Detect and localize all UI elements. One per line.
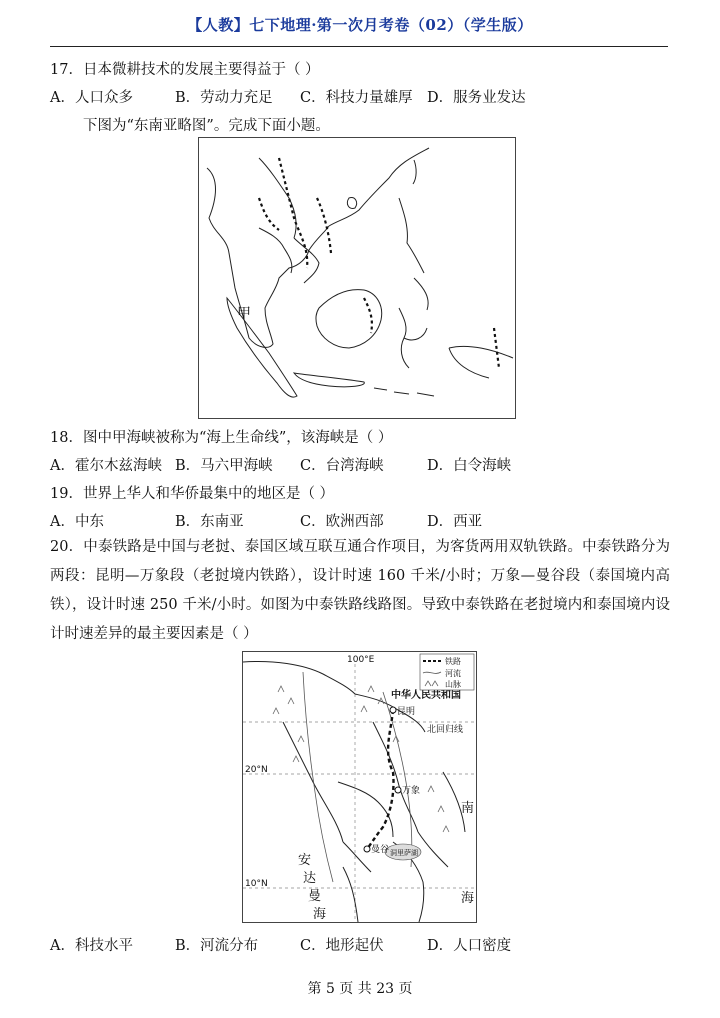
q20-option-d[interactable]: D．人口密度 [427,938,512,954]
q19-option-a[interactable]: A．中东 [50,514,104,530]
q17-stem: 17．日本微耕技术的发展主要得益于（ ） [50,62,320,78]
header-divider [50,46,668,47]
kunming-label: 昆明 [397,707,416,717]
longitude-label: 100°E [347,655,375,665]
q17-option-c[interactable]: C．科技力量雄厚 [300,90,413,106]
page-number: 第 5 页 共 23 页 [307,981,413,997]
latitude-20-label: 20°N [245,765,268,775]
south-china-sea-char-2: 海 [461,891,475,906]
q18-option-a[interactable]: A．霍尔木兹海峡 [50,458,162,474]
latitude-10-label: 10°N [245,879,268,889]
bangkok-label: 曼谷 [371,845,390,855]
q19-option-b[interactable]: B．东南亚 [175,514,244,530]
china-label: 中华人民共和国 [391,690,461,701]
map-legend [420,654,474,690]
q20-option-a[interactable]: A．科技水平 [50,938,133,954]
vientiane-label: 万象 [402,786,421,796]
q18-option-b[interactable]: B．马六甲海峡 [175,458,273,474]
map1-strait-label: 甲 [237,306,251,322]
page-header-title: 【人教】七下地理·第一次月考卷（02）（学生版） [187,16,533,34]
map1-intro: 下图为“东南亚略图”。完成下面小题。 [83,118,330,134]
q18-stem: 18．图中甲海峡被称为“海上生命线”，该海峡是（ ） [50,430,393,446]
railway-map-drawing [243,652,476,922]
china-thailand-railway-map [242,651,477,923]
tropic-of-cancer-label: 北回归线 [427,725,464,735]
south-china-sea-char-1: 南 [461,801,475,816]
legend-mountain-label: 山脉 [445,680,461,689]
q20-stem: 20．中泰铁路是中国与老挝、泰国区域互联互通合作项目，为客货两用双轨铁路。中泰铁路分为两段：昆明—万象段（老挝境内铁路），设计时速 160 千米/小时；万象—曼谷段（泰国境内高铁），设计时速 250 千米/小时。如图为中泰铁路线路图。导致中泰铁路在老挝境内和泰国境内设计时速差异的最主要因素是（ ） [50,539,670,642]
q19-option-c[interactable]: C．欧洲西部 [300,514,384,530]
legend-railway-label: 铁路 [445,657,461,666]
andaman-sea-char-2: 达 [303,871,317,886]
southeast-asia-map [198,137,516,419]
southeast-asia-map-drawing [199,138,515,418]
q20-option-b[interactable]: B．河流分布 [175,938,259,954]
andaman-sea-char-3: 曼 [308,889,322,904]
andaman-sea-char-1: 安 [298,853,312,868]
legend-river-label: 河流 [445,669,461,678]
andaman-sea-char-4: 海 [313,907,327,922]
q18-option-d[interactable]: D．白令海峡 [427,458,512,474]
q17-option-d[interactable]: D．服务业发达 [427,90,526,106]
q17-option-b[interactable]: B．劳动力充足 [175,90,273,106]
q19-stem: 19．世界上华人和华侨最集中的地区是（ ） [50,486,335,502]
q20-option-c[interactable]: C．地形起伏 [300,938,384,954]
q17-option-a[interactable]: A．人口众多 [50,90,133,106]
q18-option-c[interactable]: C．台湾海峡 [300,458,384,474]
q19-option-d[interactable]: D．西亚 [427,514,483,530]
tonle-sap-label: 洞里萨湖 [390,849,418,857]
